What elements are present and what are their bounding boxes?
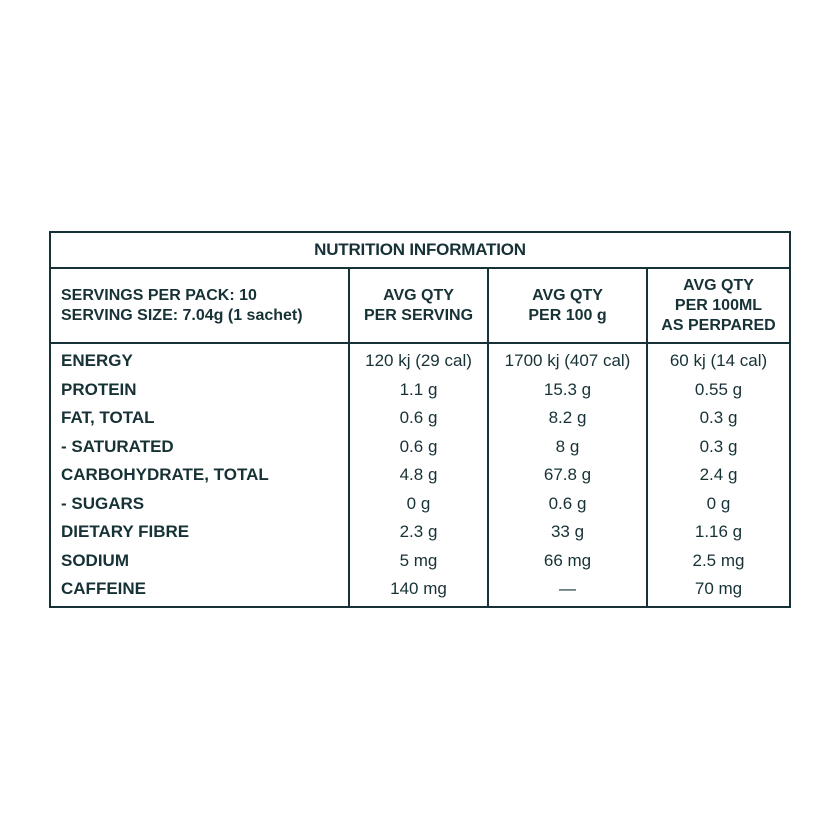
column-header-line: PER SERVING bbox=[363, 306, 474, 324]
nutrition-table bbox=[51, 269, 789, 606]
per-serving-value: 140 mg bbox=[390, 579, 447, 599]
column-header-line: PER 100 g bbox=[528, 306, 607, 324]
per-100g-value: 8 g bbox=[555, 436, 580, 456]
per-serving-value: 5 mg bbox=[399, 550, 438, 570]
per-100g-value: 66 mg bbox=[543, 550, 592, 570]
per-100ml-value: 0.3 g bbox=[699, 408, 738, 428]
per-100ml-value: 2.4 g bbox=[699, 465, 738, 485]
per-100ml-value: 0.3 g bbox=[699, 436, 738, 456]
per-serving-value: 0 g bbox=[406, 493, 431, 513]
per-100g-column bbox=[489, 344, 648, 606]
per-100ml-value: 1.16 g bbox=[694, 522, 743, 542]
column-header-line: AVG QTY bbox=[383, 286, 454, 304]
nutrient-label: CARBOHYDRATE, TOTAL bbox=[61, 465, 269, 485]
per-serving-value: 0.6 g bbox=[399, 436, 438, 456]
per-serving-value: 1.1 g bbox=[399, 379, 438, 399]
column-header-line: PER 100ML bbox=[674, 296, 763, 314]
per-100ml-value: 0 g bbox=[706, 493, 731, 513]
nutrient-label-column bbox=[51, 344, 350, 606]
column-header-per-100ml bbox=[648, 269, 789, 344]
nutrient-label: ENERGY bbox=[61, 351, 133, 371]
per-100g-value: 8.2 g bbox=[548, 408, 587, 428]
nutrient-label: SODIUM bbox=[61, 550, 129, 570]
column-header-line: AVG QTY bbox=[532, 286, 603, 304]
column-header-per-100g bbox=[489, 269, 648, 344]
per-100ml-value: 2.5 mg bbox=[692, 550, 745, 570]
per-serving-value: 0.6 g bbox=[399, 408, 438, 428]
per-100ml-column bbox=[648, 344, 789, 606]
per-serving-value: 120 kj (29 cal) bbox=[365, 351, 472, 371]
nutrient-label: FAT, TOTAL bbox=[61, 408, 155, 428]
per-100g-value: 67.8 g bbox=[543, 465, 592, 485]
nutrient-label: DIETARY FIBRE bbox=[61, 522, 190, 542]
servings-per-pack: SERVINGS PER PACK: 10 bbox=[61, 286, 257, 304]
serving-size: SERVING SIZE: 7.04g (1 sachet) bbox=[61, 306, 303, 324]
per-serving-value: 4.8 g bbox=[399, 465, 438, 485]
column-header-per-serving bbox=[350, 269, 489, 344]
per-serving-value: 2.3 g bbox=[399, 522, 438, 542]
per-serving-column bbox=[350, 344, 489, 606]
per-100g-value: 15.3 g bbox=[543, 379, 592, 399]
serving-info-header bbox=[51, 269, 350, 344]
nutrient-label: CAFFEINE bbox=[61, 579, 146, 599]
per-100ml-value: 0.55 g bbox=[694, 379, 743, 399]
per-100ml-value: 60 kj (14 cal) bbox=[669, 351, 768, 371]
per-100ml-value: 70 mg bbox=[694, 579, 743, 599]
nutrient-label: - SUGARS bbox=[61, 493, 145, 513]
column-header-line: AS PERPARED bbox=[661, 316, 776, 334]
per-100g-value: 33 g bbox=[550, 522, 585, 542]
nutrient-label: PROTEIN bbox=[61, 379, 137, 399]
column-header-line: AVG QTY bbox=[683, 276, 754, 294]
per-100g-value: 0.6 g bbox=[548, 493, 587, 513]
per-100g-value: 1700 kj (407 cal) bbox=[504, 351, 631, 371]
nutrition-panel bbox=[49, 231, 791, 608]
panel-title: NUTRITION INFORMATION bbox=[51, 233, 789, 269]
nutrient-label: - SATURATED bbox=[61, 436, 174, 456]
per-100g-value: — bbox=[559, 579, 576, 599]
